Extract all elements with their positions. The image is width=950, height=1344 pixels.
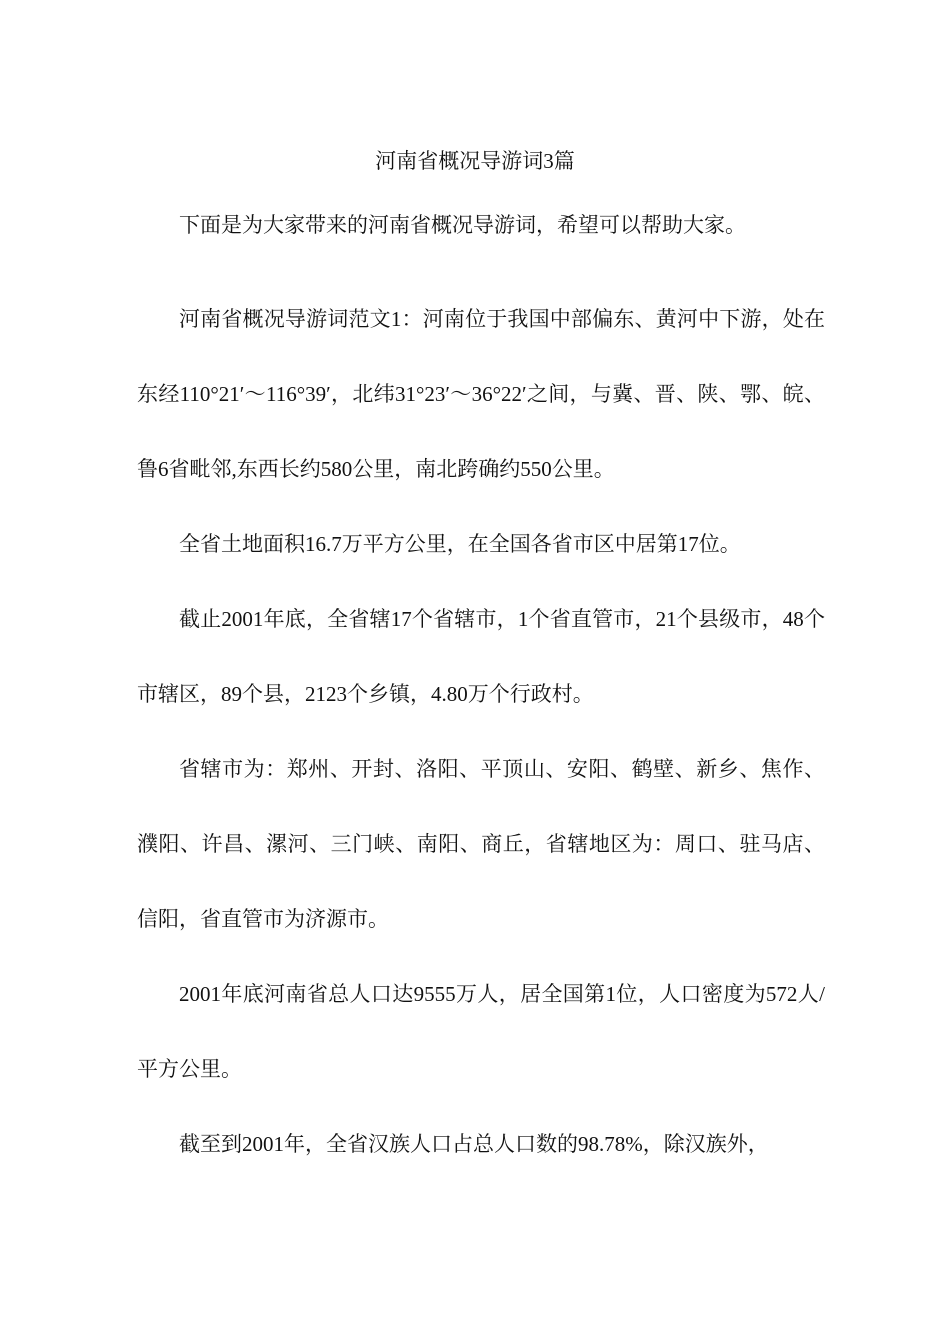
paragraph-location: 河南省概况导游词范文1：河南位于我国中部偏东、黄河中下游，处在东经110°21′～116°39′，北纬31°23′～36°22′之间，与冀、晋、陕、鄂、皖、鲁6省毗邻,东西长约580公里，南北跨确约550公里。: [137, 306, 825, 481]
paragraph-intro: 下面是为大家带来的河南省概况导游词，希望可以帮助大家。: [179, 213, 746, 237]
paragraph-cities: 省辖市为：郑州、开封、洛阳、平顶山、安阳、鹤壁、新乡、焦作、濮阳、许昌、漯河、三门峡、南阳、商丘，省辖地区为：周口、驻马店、信阳，省直管市为济源市。: [137, 756, 825, 931]
paragraph-area: 全省土地面积16.7万平方公里，在全国各省市区中居第17位。: [179, 531, 741, 556]
document-title: 河南省概况导游词3篇: [375, 149, 575, 173]
paragraph-ethnic-groups: 截至到2001年，全省汉族人口占总人口数的98.78%，除汉族外，: [179, 1131, 769, 1156]
paragraph-population: 2001年底河南省总人口达9555万人，居全国第1位，人口密度为572人/平方公里。: [137, 981, 825, 1081]
document-body: [137, 207, 825, 1182]
paragraph-administrative-divisions: 截止2001年底，全省辖17个省辖市，1个省直管市，21个县级市，48个市辖区，89个县，2123个乡镇，4.80万个行政村。: [137, 606, 825, 706]
